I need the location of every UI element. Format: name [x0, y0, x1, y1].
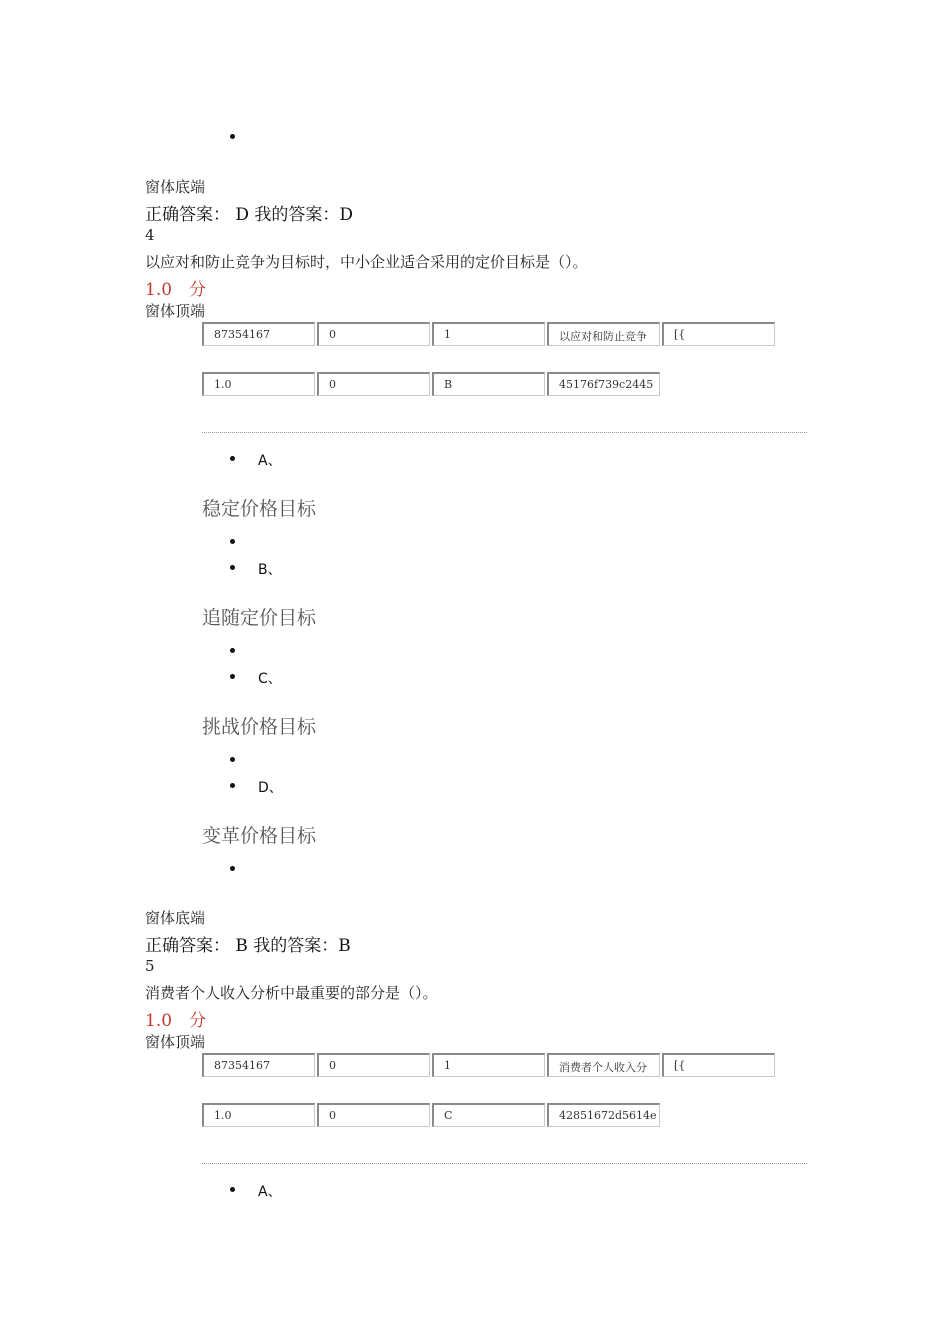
hidden-field[interactable]: 0: [317, 372, 430, 396]
question-number: 4: [145, 226, 155, 244]
option-a-label[interactable]: A、: [258, 453, 282, 469]
list-bullet: [230, 674, 235, 679]
hidden-field[interactable]: 0: [317, 1053, 430, 1077]
list-bullet: [230, 456, 235, 461]
option-a-text[interactable]: 稳定价格目标: [202, 498, 317, 520]
option-c-label[interactable]: C、: [258, 671, 282, 687]
score-label: 1.0 分: [145, 1011, 207, 1031]
list-bullet: [230, 866, 235, 871]
hidden-field[interactable]: 1.0: [202, 1103, 315, 1127]
hidden-field[interactable]: 0: [317, 322, 430, 346]
hidden-field[interactable]: 1: [432, 1053, 545, 1077]
list-bullet: [230, 648, 235, 653]
hidden-field[interactable]: 以应对和防止竞争: [547, 322, 660, 346]
list-bullet: [230, 783, 235, 788]
divider: [202, 1163, 807, 1164]
hidden-field[interactable]: 1.0: [202, 372, 315, 396]
hidden-field[interactable]: C: [432, 1103, 545, 1127]
question-text: 以应对和防止竞争为目标时，中小企业适合采用的定价目标是（）。: [145, 253, 588, 271]
answer-line: 正确答案： D 我的答案：D: [145, 205, 354, 225]
list-bullet: [230, 757, 235, 762]
option-d-text[interactable]: 变革价格目标: [202, 825, 317, 847]
hidden-field[interactable]: [{: [662, 322, 775, 346]
hidden-field[interactable]: 45176f739c2445: [547, 372, 660, 396]
list-bullet: [230, 565, 235, 570]
hidden-field[interactable]: B: [432, 372, 545, 396]
hidden-field[interactable]: [{: [662, 1053, 775, 1077]
hidden-field[interactable]: 87354167: [202, 322, 315, 346]
option-b-text[interactable]: 追随定价目标: [202, 607, 317, 629]
option-d-label[interactable]: D、: [258, 780, 283, 796]
option-b-label[interactable]: B、: [258, 562, 282, 578]
hidden-field[interactable]: 0: [317, 1103, 430, 1127]
answer-line: 正确答案： B 我的答案：B: [145, 936, 351, 956]
form-bottom-label: 窗体底端: [145, 909, 206, 927]
list-bullet: [230, 134, 235, 139]
form-bottom-label: 窗体底端: [145, 178, 206, 196]
question-text: 消费者个人收入分析中最重要的部分是（）。: [145, 984, 438, 1002]
form-top-label: 窗体顶端: [145, 1033, 206, 1051]
score-label: 1.0 分: [145, 280, 207, 300]
list-bullet: [230, 1187, 235, 1192]
hidden-field[interactable]: 1: [432, 322, 545, 346]
divider: [202, 432, 807, 433]
option-a-label[interactable]: A、: [258, 1184, 282, 1200]
hidden-field[interactable]: 42851672d5614e: [547, 1103, 660, 1127]
hidden-field[interactable]: 87354167: [202, 1053, 315, 1077]
list-bullet: [230, 539, 235, 544]
question-number: 5: [145, 957, 155, 975]
option-c-text[interactable]: 挑战价格目标: [202, 716, 317, 738]
form-top-label: 窗体顶端: [145, 302, 206, 320]
hidden-field[interactable]: 消费者个人收入分: [547, 1053, 660, 1077]
